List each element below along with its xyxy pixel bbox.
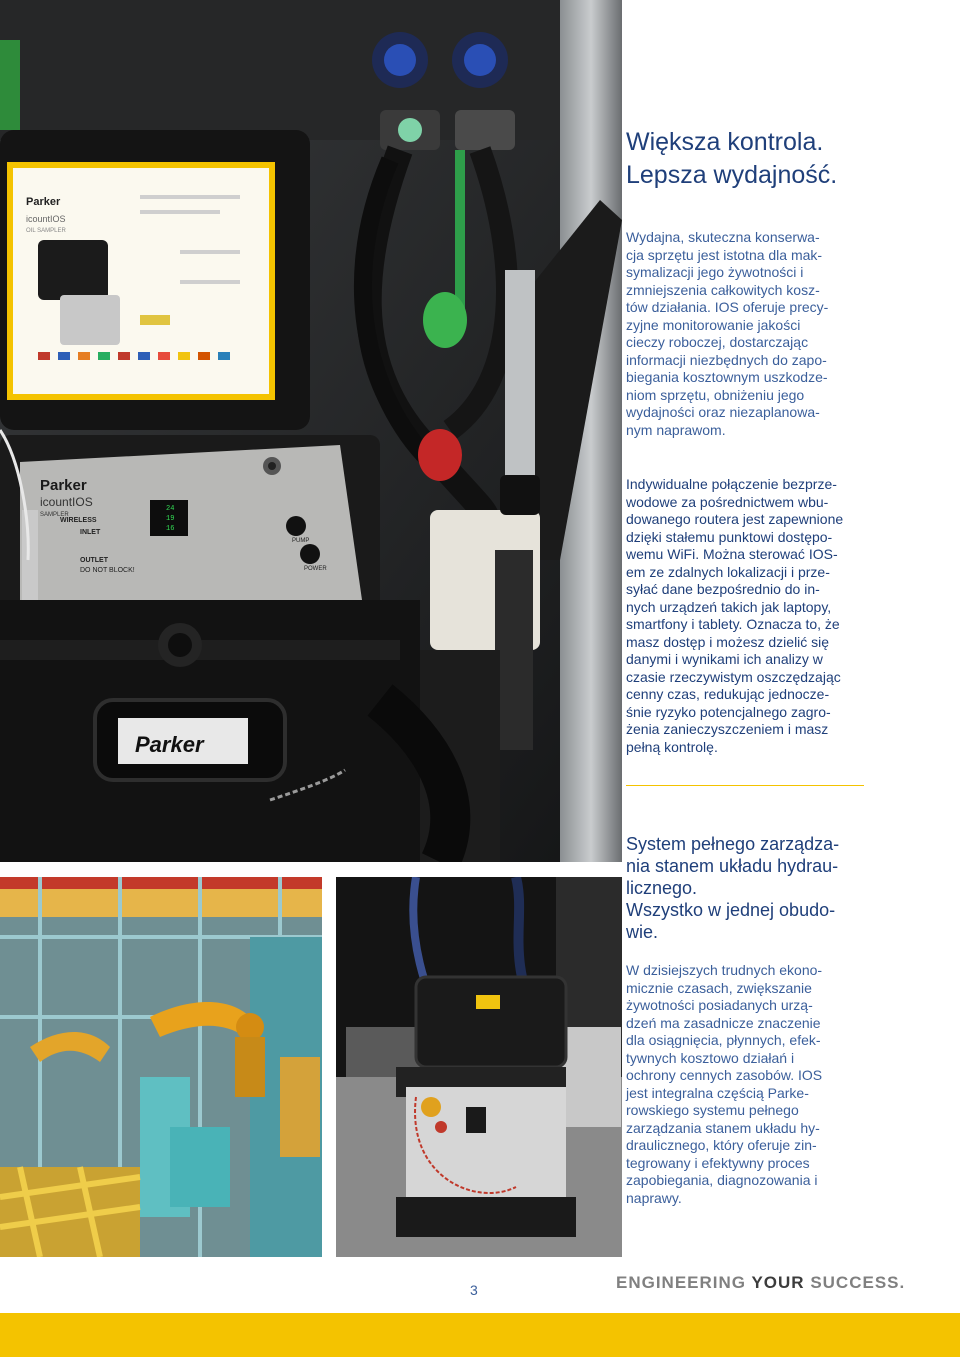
para-1-line: cja sprzętu jest istotna dla mak- bbox=[626, 246, 823, 263]
para-1-line: nym naprawom. bbox=[626, 421, 726, 438]
photo-ios-on-machine bbox=[0, 0, 622, 862]
display-value-2: 19 bbox=[166, 515, 175, 523]
page-number: 3 bbox=[470, 1282, 478, 1298]
para-1-line: biegania kosztownym uszkodze- bbox=[626, 369, 828, 385]
heading-control-performance bbox=[626, 126, 871, 192]
para-3-line: rowskiego systemu pełnego bbox=[626, 1102, 799, 1118]
para-2-line: cenny czas, redukując jednocze- bbox=[626, 686, 830, 702]
panel-wireless: WIRELESS bbox=[60, 517, 97, 524]
para-2-line: nych urządzeń takich jak laptopy, bbox=[626, 598, 832, 615]
para-1-line: tów działania. IOS oferuje precy- bbox=[626, 299, 829, 315]
para-2-line: żenia zanieczyszczeniem i masz bbox=[626, 721, 829, 737]
para-3-line: W dzisiejszych trudnych ekono- bbox=[626, 962, 823, 978]
para-3-line: dla osiągnięcia, płynnych, efek- bbox=[626, 1032, 821, 1048]
photo-ios-in-field bbox=[336, 877, 622, 1257]
para-2-line: dzięki stałemu punktowi dostępo- bbox=[626, 528, 833, 545]
panel-product: icountIOS bbox=[40, 495, 93, 509]
para-1-line: niom sprzętu, obniżeniu jego bbox=[626, 386, 805, 403]
heading-2-line: Wszystko w jednej obudo- bbox=[626, 900, 836, 920]
heading-2-line: System pełnego zarządza- bbox=[626, 834, 840, 854]
para-3-line: naprawy. bbox=[626, 1189, 682, 1206]
para-2-line: śnie ryzyko potencjalnego zagro- bbox=[626, 703, 831, 720]
para-3-line: dzeń ma zasadnicze znaczenie bbox=[626, 1014, 821, 1031]
screen-sub: OIL SAMPLER bbox=[26, 228, 66, 234]
screen-brand: Parker bbox=[26, 196, 61, 208]
para-2-line: syłać dane bezpośrednio do in- bbox=[626, 581, 820, 597]
para-3-line: tegrowany i efektywny proces bbox=[626, 1154, 810, 1171]
heading-1-line-2: Lepsza wydajność. bbox=[626, 161, 838, 189]
panel-power: POWER bbox=[304, 566, 327, 572]
paragraph-lifetime bbox=[626, 962, 856, 1207]
para-2-line: dowanego routera jest zapewnione bbox=[626, 511, 844, 527]
panel-do-not-block: DO NOT BLOCK! bbox=[80, 567, 135, 574]
tagline-success: SUCCESS. bbox=[810, 1273, 906, 1292]
section-divider bbox=[626, 785, 864, 786]
para-2-line: pełną kontrolę. bbox=[626, 738, 718, 755]
tagline bbox=[616, 1273, 905, 1293]
para-1-line: zmniejszenia całkowitych kosz- bbox=[626, 281, 820, 298]
panel-brand: Parker bbox=[40, 477, 87, 494]
footer-yellow-bar bbox=[0, 1313, 960, 1357]
heading-2-line: licznego. bbox=[626, 878, 698, 898]
panel-pump: PUMP bbox=[292, 538, 310, 544]
tagline-engineering: ENGINEERING bbox=[616, 1273, 747, 1292]
paragraph-maintenance bbox=[626, 229, 866, 439]
para-2-line: czasie rzeczywistym oszczędzając bbox=[626, 668, 841, 685]
case-brand: Parker bbox=[135, 732, 204, 757]
para-3-line: ochrony cennych zasobów. IOS bbox=[626, 1067, 823, 1083]
para-2-line: wodowe za pośrednictwem wbu- bbox=[626, 493, 829, 510]
photo-ios-in-field-illustration bbox=[336, 877, 622, 1257]
photo-factory-robots-illustration bbox=[0, 877, 322, 1257]
tagline-your: YOUR bbox=[751, 1273, 805, 1292]
para-1-line: cieczy roboczej, dostarczając bbox=[626, 334, 809, 350]
paragraph-wireless bbox=[626, 476, 866, 756]
para-3-line: micznie czasach, zwiększanie bbox=[626, 979, 812, 996]
para-3-line: tywnych kosztowo działań i bbox=[626, 1049, 795, 1066]
para-1-line: wydajności oraz niezaplanowa- bbox=[626, 404, 820, 420]
para-2-line: danymi i wynikami ich analizy w bbox=[626, 651, 823, 667]
display-value-3: 16 bbox=[166, 525, 175, 533]
para-3-line: zarządzania stanem układu hy- bbox=[626, 1119, 820, 1136]
para-2-line: masz dostęp i możesz dzielić się bbox=[626, 633, 830, 650]
panel-outlet: OUTLET bbox=[80, 557, 108, 564]
para-2-line: Indywidualne połączenie bezprze- bbox=[626, 476, 837, 492]
para-2-line: em ze zdalnych lokalizacji i prze- bbox=[626, 563, 830, 580]
heading-system bbox=[626, 833, 871, 943]
para-3-line: żywotności posiadanych urzą- bbox=[626, 997, 813, 1013]
photo-ios-on-machine-illustration bbox=[0, 0, 622, 862]
photo-factory-robots bbox=[0, 877, 322, 1257]
para-3-line: draulicznego, który oferuje zin- bbox=[626, 1137, 817, 1153]
panel-inlet: INLET bbox=[80, 529, 101, 536]
screen-product: icountIOS bbox=[26, 214, 66, 224]
heading-2-line: nia stanem układu hydrau- bbox=[626, 856, 839, 876]
heading-1-line-1: Większa kontrola. bbox=[626, 128, 824, 156]
panel-product-sub: SAMPLER bbox=[40, 512, 69, 518]
para-2-line: wemu WiFi. Można sterować IOS- bbox=[626, 546, 838, 562]
para-1-line: Wydajna, skuteczna konserwa- bbox=[626, 229, 820, 245]
para-3-line: jest integralna częścią Parke- bbox=[626, 1084, 809, 1101]
para-3-line: zapobiegania, diagnozowania i bbox=[626, 1172, 818, 1188]
display-value-1: 24 bbox=[166, 505, 175, 513]
heading-2-line: wie. bbox=[626, 922, 659, 942]
para-1-line: informacji niezbędnych do zapo- bbox=[626, 351, 827, 368]
para-1-line: symalizacji jego żywotności i bbox=[626, 264, 804, 280]
para-2-line: smartfony i tablety. Oznacza to, że bbox=[626, 616, 840, 632]
para-1-line: zyjne monitorowanie jakości bbox=[626, 316, 801, 333]
